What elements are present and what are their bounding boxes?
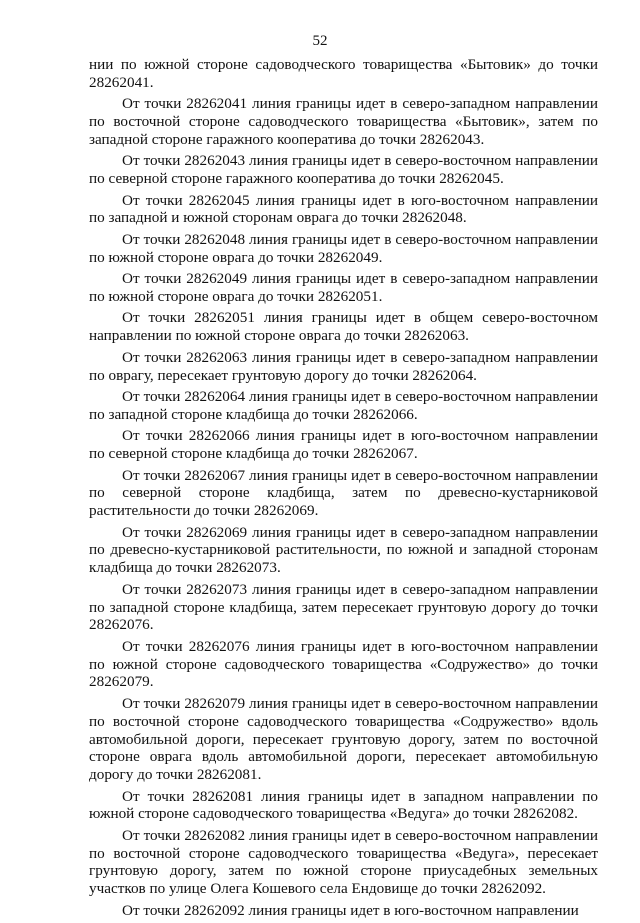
page-number: 52 <box>312 33 328 49</box>
document-body <box>89 56 598 923</box>
paragraph: нии по южной стороне садоводческого товарищества «Бытовик» до точки 28262041. <box>89 56 598 91</box>
paragraph: От точки 28262067 линия границы идет в северо-восточном направлении по северной стороне кладбища, затем по древесно-кустарниковой растительности до точки 28262069. <box>89 466 598 520</box>
paragraph: От точки 28262041 линия границы идет в северо-западном направлении по восточной стороне садоводческого товарищества «Бытовик», затем по западной стороне гаражного кооператива до точки 28262043. <box>89 95 598 148</box>
paragraph: От точки 28262092 линия границы идет в юго-восточном направлении <box>122 901 579 919</box>
paragraph: От точки 28262081 линия границы идет в западном направлении по южной стороне садоводческого товарищества «Ведуга» до точки 28262082. <box>89 787 598 823</box>
paragraph: От точки 28262069 линия границы идет в северо-западном направлении по древесно-кустарниковой растительности, по южной и западной сторонам кладбища до точки 28262073. <box>89 523 598 577</box>
paragraph: От точки 28262066 линия границы идет в юго-восточном направлении по северной стороне кладбища до точки 28262067. <box>89 427 598 463</box>
paragraph: От точки 28262048 линия границы идет в северо-восточном направлении по южной стороне оврага до точки 28262049. <box>89 230 598 266</box>
paragraph: От точки 28262043 линия границы идет в северо-восточном направлении по северной стороне гаражного кооператива до точки 28262045. <box>89 152 598 188</box>
paragraph: От точки 28262049 линия границы идет в северо-западном направлении по южной стороне оврага до точки 28262051. <box>89 270 598 305</box>
paragraph: От точки 28262051 линия границы идет в общем северо-восточном направлении по южной стороне оврага до точки 28262063. <box>89 309 598 345</box>
paragraph: От точки 28262073 линия границы идет в северо-западном направлении по западной стороне кладбища, затем пересекает грунтовую дорогу до точки 28262076. <box>89 580 598 634</box>
paragraph: От точки 28262063 линия границы идет в северо-западном направлении по оврагу, пересекает грунтовую дорогу до точки 28262064. <box>89 348 598 384</box>
paragraph: От точки 28262079 линия границы идет в северо-восточном направлении по восточной стороне садоводческого товарищества «Содружество» вдоль автомобильной дороги, пересекает грунтовую дорогу, затем по восточной стороне оврага вдоль автомобильной дороги, пересекает автомобильную дорогу до точки 28262081. <box>89 694 598 784</box>
paragraph: От точки 28262076 линия границы идет в юго-восточном направлении по южной стороне садоводческого товарищества «Содружество» до точки 28262079. <box>89 637 598 691</box>
paragraph: От точки 28262045 линия границы идет в юго-восточном направлении по западной и южной сторонам оврага до точки 28262048. <box>89 191 598 227</box>
paragraph: От точки 28262064 линия границы идет в северо-восточном направлении по западной стороне кладбища до точки 28262066. <box>89 388 598 423</box>
paragraph: От точки 28262082 линия границы идет в северо-восточном направлении по восточной стороне садоводческого товарищества «Ведуга», пересекает грунтовую дорогу, затем по южной стороне приусадебных земельных участков по улице Олега Кошевого села Ендовище до точки 28262092. <box>89 826 598 898</box>
